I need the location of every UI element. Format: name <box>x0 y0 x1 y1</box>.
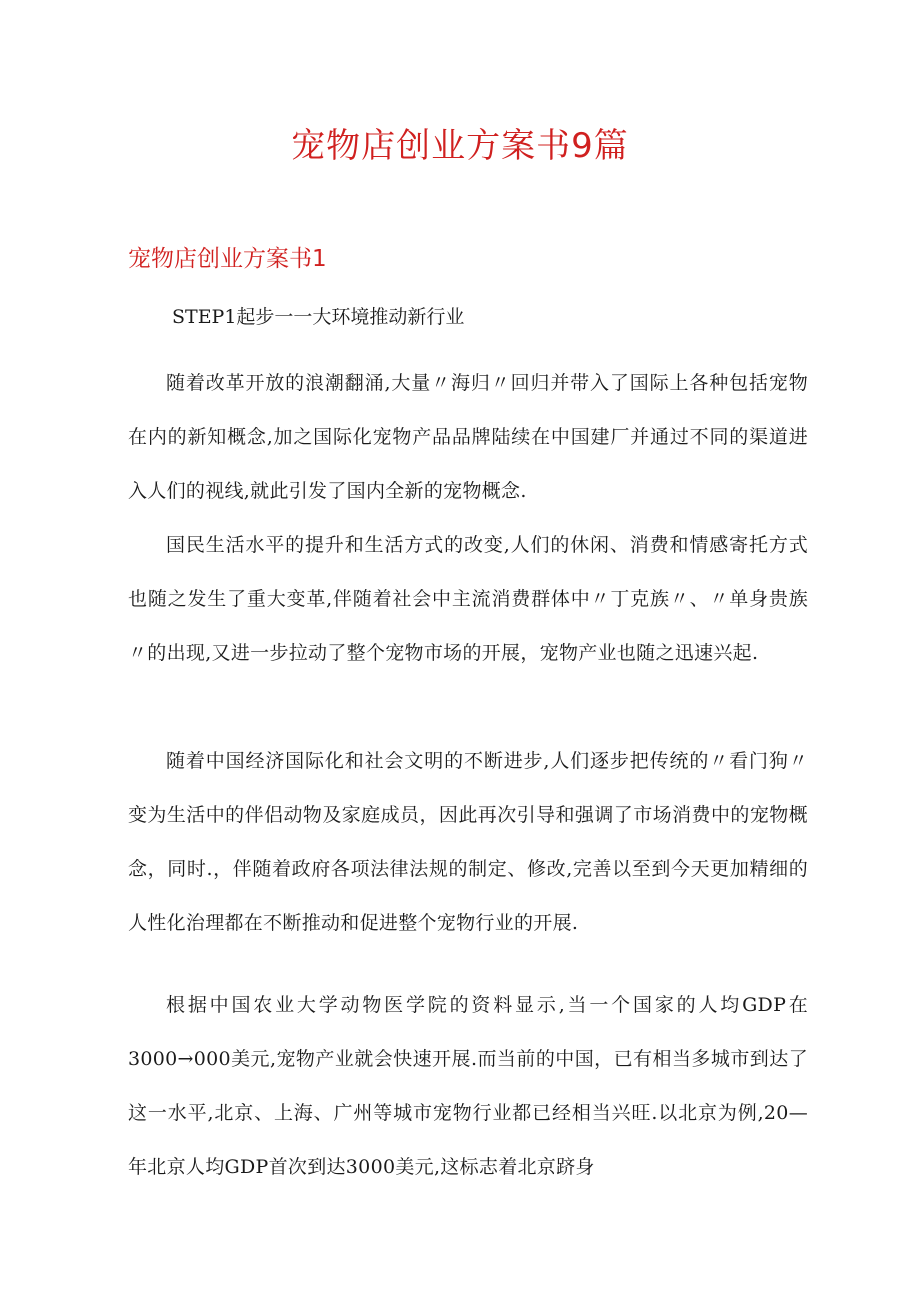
paragraph: 随着中国经济国际化和社会文明的不断进步,人们逐步把传统的〃看门狗〃变为生活中的伴侣动物及家庭成员，因此再次引导和强调了市场消费中的宠物概念，同时.，伴随着政府各项法律法规的制定、修改,完善以至到今天更加精细的人性化治理都在不断推动和促进整个宠物行业的开展. <box>128 750 808 934</box>
paragraph: 随着改革开放的浪潮翻涌,大量〃海归〃回归并带入了国际上各种包括宠物在内的新知概念,加之国际化宠物产品品牌陆续在中国建厂并通过不同的渠道进入人们的视线,就此引发了国内全新的宠物概念. <box>128 372 808 502</box>
paragraph: 根据中国农业大学动物医学院的资料显示,当一个国家的人均GDP在3000→000美元,宠物产业就会快速开展.而当前的中国，已有相当多城市到达了这一水平,北京、上海、广州等城市宠物行业都已经相当兴旺.以北京为例,20—年北京人均GDP首次到达3000美元,这标志着北京跻身 <box>128 994 808 1178</box>
paragraph-block-4 <box>128 978 808 1194</box>
paragraph-block-3 <box>128 734 808 950</box>
paragraph-block-1 <box>128 356 808 518</box>
document-title: 宠物店创业方案书9篇 <box>291 126 629 166</box>
step-heading: STEP1起步一一大环境推动新行业 <box>172 306 465 328</box>
section-title: 宠物店创业方案书1 <box>128 246 327 272</box>
paragraph-block-2 <box>128 518 808 680</box>
paragraph: 国民生活水平的提升和生活方式的改变,人们的休闲、消费和情感寄托方式也随之发生了重大变革,伴随着社会中主流消费群体中〃丁克族〃、〃单身贵族〃的出现,又进一步拉动了整个宠物市场的开展，宠物产业也随之迅速兴起. <box>128 534 808 664</box>
